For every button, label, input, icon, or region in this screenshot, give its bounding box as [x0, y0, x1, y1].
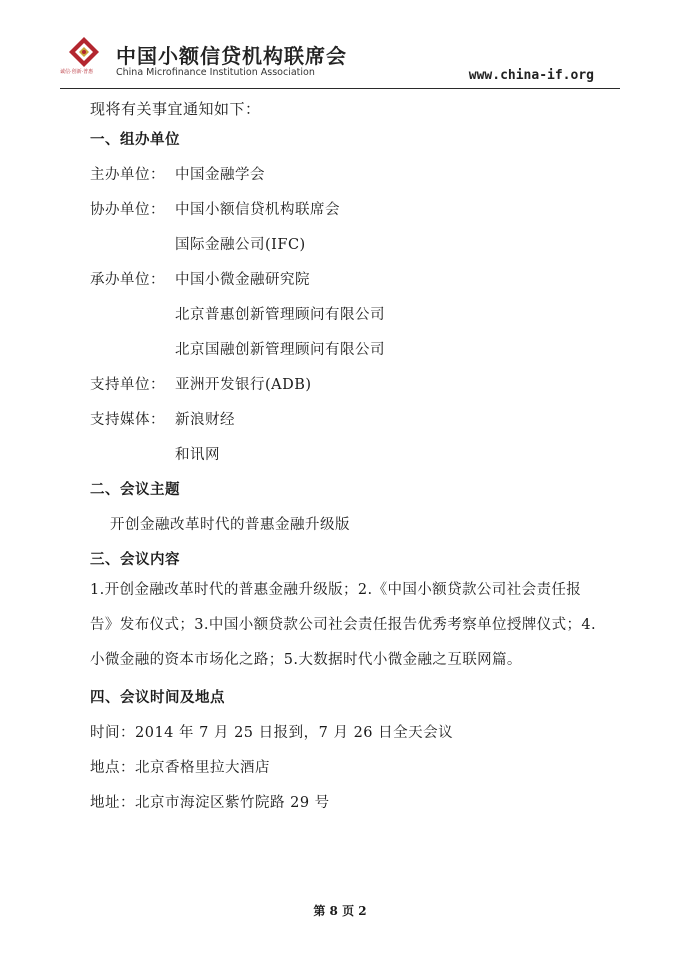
page-number: 第 8 页 2	[313, 904, 367, 918]
page-header	[60, 30, 620, 89]
association-logo-icon	[68, 36, 100, 68]
coorganizer-value: 中国小额信贷机构联席会	[175, 202, 340, 218]
undertaker-value: 北京国融创新管理顾问有限公司	[175, 342, 385, 358]
place-text: 地点：北京香格里拉大酒店	[90, 760, 270, 776]
undertaker-value: 中国小微金融研究院	[175, 272, 310, 288]
logo-tagline: 诚信·创新·普惠	[60, 69, 94, 75]
section-heading-theme: 二、会议主题	[90, 482, 180, 498]
section-heading-content: 三、会议内容	[90, 552, 180, 568]
coorganizer-label: 协办单位：	[90, 202, 165, 218]
intro-text: 现将有关事宜通知如下：	[90, 100, 261, 118]
supporter-label: 支持单位：	[90, 377, 165, 393]
address-text: 地址：北京市海淀区紫竹院路 29 号	[90, 795, 330, 811]
org-name-cn: 中国小额信贷机构联席会	[116, 44, 347, 68]
media-label: 支持媒体：	[90, 412, 165, 428]
organizer-label: 主办单位：	[90, 167, 165, 183]
time-text: 时间：2014 年 7 月 25 日报到，7 月 26 日全天会议	[90, 725, 454, 741]
organizer-value: 中国金融学会	[175, 167, 265, 183]
theme-text: 开创金融改革时代的普惠金融升级版	[110, 517, 350, 533]
content-paragraph: 1.开创金融改革时代的普惠金融升级版；2.《中国小额贷款公司社会责任报告》发布仪式；3.中国小额贷款公司社会责任报告优秀考察单位授牌仪式；4.小微金融的资本市场化之路；5.大数据时代小微金融之互联网篇。	[90, 582, 597, 668]
coorganizer-value: 国际金融公司(IFC)	[175, 237, 306, 253]
section-heading-organizers: 一、组办单位	[90, 132, 180, 148]
supporter-value: 亚洲开发银行(ADB)	[175, 377, 312, 393]
website-link[interactable]: www.china-if.org	[468, 68, 594, 83]
media-value: 和讯网	[175, 447, 220, 463]
undertaker-label: 承办单位：	[90, 272, 165, 288]
media-value: 新浪财经	[175, 412, 235, 428]
undertaker-value: 北京普惠创新管理顾问有限公司	[175, 307, 385, 323]
org-name-en: China Microfinance Institution Association	[116, 67, 315, 78]
section-heading-time-place: 四、会议时间及地点	[90, 690, 225, 706]
